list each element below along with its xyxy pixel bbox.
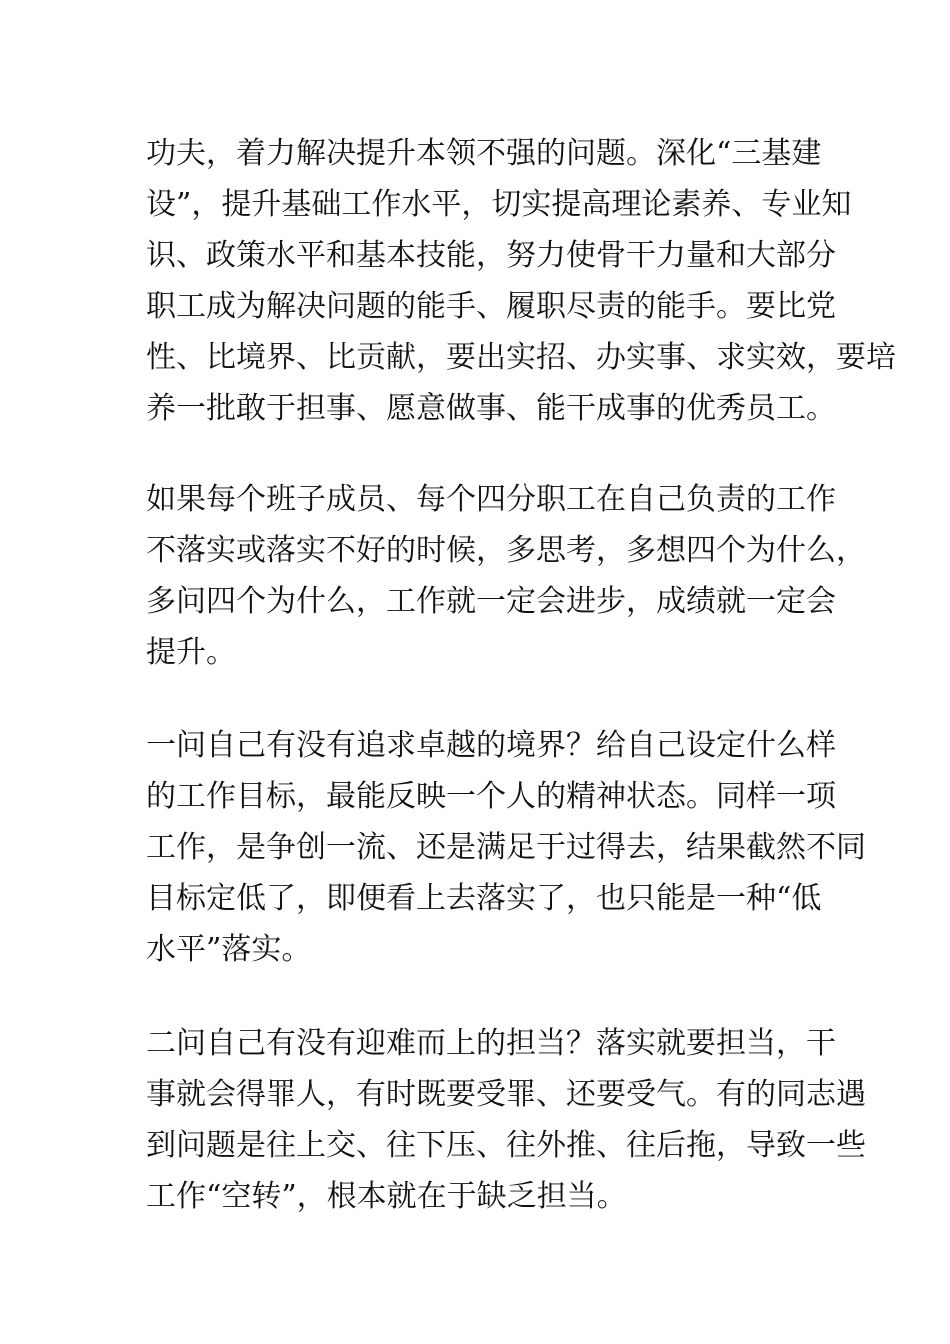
text-line: 的工作目标，最能反映一个人的精神状态。同样一项 [146, 779, 836, 814]
text-line: 一问自己有没有追求卓越的境界？给自己设定什么样 [146, 728, 836, 763]
paragraph-1 [146, 128, 896, 434]
text-line: 设”，提升基础工作水平，切实提高理论素养、专业知 [146, 187, 852, 222]
text-line: 事就会得罪人，有时既要受罪、还要受气。有的同志遇 [146, 1077, 866, 1112]
paragraph-3 [146, 720, 866, 975]
text-line: 工作“空转”，根本就在于缺乏担当。 [146, 1179, 627, 1214]
text-line: 多问四个为什么，工作就一定会进步，成绩就一定会 [146, 584, 836, 619]
text-line: 功夫，着力解决提升本领不强的问题。深化“三基建 [146, 136, 822, 171]
text-line: 职工成为解决问题的能手、履职尽责的能手。要比党 [146, 289, 836, 324]
text-line: 识、政策水平和基本技能，努力使骨干力量和大部分 [146, 238, 836, 273]
text-line: 性、比境界、比贡献，要出实招、办实事、求实效，要培 [146, 340, 896, 375]
text-line: 养一批敢于担事、愿意做事、能干成事的优秀员工。 [146, 391, 836, 426]
paragraph-4 [146, 1018, 866, 1222]
text-line: 目标定低了，即便看上去落实了，也只能是一种“低 [146, 881, 822, 916]
text-line: 工作，是争创一流、还是满足于过得去，结果截然不同 [146, 830, 866, 865]
text-line: 不落实或落实不好的时候，多思考，多想四个为什么， [146, 533, 866, 568]
text-line: 到问题是往上交、往下压、往外推、往后拖，导致一些 [146, 1128, 866, 1163]
paragraph-2 [146, 474, 866, 678]
text-line: 水平”落实。 [146, 932, 312, 967]
text-line: 二问自己有没有迎难而上的担当？落实就要担当，干 [146, 1026, 836, 1061]
text-line: 提升。 [146, 635, 236, 670]
text-line: 如果每个班子成员、每个四分职工在自己负责的工作 [146, 482, 836, 517]
